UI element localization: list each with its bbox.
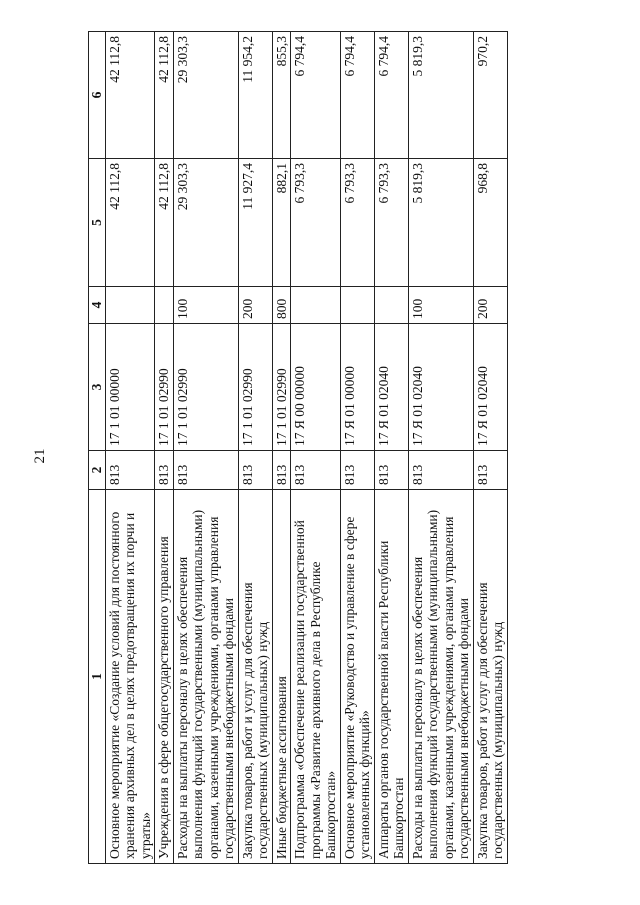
row-expense-type-cell [291,287,341,324]
row-name-cell: Подпрограмма «Обеспечение реализации государственной программы «Развитие архивного дела в Республике Башкортостан» [291,490,341,864]
row-admin-code-cell: 813 [155,451,174,490]
row-amount-1-cell: 29 303,3 [173,159,238,287]
row-expense-type-cell [374,287,408,324]
row-amount-1-cell: 6 793,3 [291,159,341,287]
row-name-cell: Закупка товаров, работ и услуг для обеспечения государственных (муниципальных) нужд [238,490,272,864]
row-target-code-cell: 17 Я 01 02040 [473,324,507,451]
table-row [272,32,291,864]
row-target-code-cell: 17 Я 00 00000 [291,324,341,451]
row-amount-1-cell: 11 927,4 [238,159,272,287]
rotated-table-container [88,32,608,864]
header-row [89,32,106,864]
row-amount-1-cell: 42 112,8 [155,159,174,287]
header-cell: 4 [89,287,106,324]
table-row [473,32,507,864]
row-amount-2-cell: 42 112,8 [105,32,155,159]
row-target-code-cell: 17 Я 01 02040 [374,324,408,451]
row-amount-1-cell: 882,1 [272,159,291,287]
table-row [173,32,238,864]
row-amount-2-cell: 970,2 [473,32,507,159]
row-target-code-cell: 17 1 01 02990 [238,324,272,451]
header-cell: 6 [89,32,106,159]
row-expense-type-cell [105,287,155,324]
row-admin-code-cell: 813 [272,451,291,490]
row-admin-code-cell: 813 [473,451,507,490]
table-row [374,32,408,864]
row-name-cell: Расходы на выплаты персоналу в целях обеспечения выполнения функций государственными (муниципальными) органами, казенными учреждениями, органами управления государственными внебюджетными фондами [173,490,238,864]
row-expense-type-cell: 200 [473,287,507,324]
row-target-code-cell: 17 Я 01 00000 [340,324,374,451]
header-cell: 5 [89,159,106,287]
row-target-code-cell: 17 Я 01 02040 [408,324,473,451]
row-amount-2-cell: 6 794,4 [374,32,408,159]
row-amount-2-cell: 29 303,3 [173,32,238,159]
row-amount-2-cell: 42 112,8 [155,32,174,159]
row-name-cell: Основное мероприятие «Руководство и управление в сфере установленных функций» [340,490,374,864]
row-expense-type-cell: 200 [238,287,272,324]
row-target-code-cell: 17 1 01 02990 [173,324,238,451]
row-admin-code-cell: 813 [340,451,374,490]
row-amount-2-cell: 855,3 [272,32,291,159]
row-name-cell: Учреждения в сфере общегосударственного управления [155,490,174,864]
row-target-code-cell: 17 1 01 02990 [155,324,174,451]
row-target-code-cell: 17 1 01 00000 [105,324,155,451]
header-cell: 2 [89,451,106,490]
row-amount-2-cell: 5 819,3 [408,32,473,159]
table-row [238,32,272,864]
row-name-cell: Иные бюджетные ассигнования [272,490,291,864]
row-admin-code-cell: 813 [173,451,238,490]
row-expense-type-cell [155,287,174,324]
row-expense-type-cell [340,287,374,324]
row-name-cell: Основное мероприятие «Создание условий для постоянного хранения архивных дел в целях предотвращения их порчи и утраты» [105,490,155,864]
row-admin-code-cell: 813 [408,451,473,490]
table-row [105,32,155,864]
budget-table [88,31,508,864]
row-admin-code-cell: 813 [105,451,155,490]
table-row [291,32,341,864]
row-amount-1-cell: 42 112,8 [105,159,155,287]
row-target-code-cell: 17 1 01 02990 [272,324,291,451]
row-admin-code-cell: 813 [291,451,341,490]
row-amount-1-cell: 5 819,3 [408,159,473,287]
row-expense-type-cell: 800 [272,287,291,324]
row-admin-code-cell: 813 [238,451,272,490]
row-amount-2-cell: 6 794,4 [340,32,374,159]
table-row [155,32,174,864]
row-amount-1-cell: 6 793,3 [374,159,408,287]
row-amount-2-cell: 6 794,4 [291,32,341,159]
row-amount-2-cell: 11 954,2 [238,32,272,159]
row-name-cell: Аппараты органов государственной власти Республики Башкортостан [374,490,408,864]
table-row [408,32,473,864]
header-cell: 3 [89,324,106,451]
row-amount-1-cell: 968,8 [473,159,507,287]
row-expense-type-cell: 100 [173,287,238,324]
row-name-cell: Расходы на выплаты персоналу в целях обеспечения выполнения функций государственными (муниципальными) органами, казенными учреждениями, органами управления государственными внебюджетными фондами [408,490,473,864]
row-name-cell: Закупка товаров, работ и услуг для обеспечения государственных (муниципальных) нужд [473,490,507,864]
row-expense-type-cell: 100 [408,287,473,324]
header-cell: 1 [89,490,106,864]
row-admin-code-cell: 813 [374,451,408,490]
table-row [340,32,374,864]
page-number: 21 [32,448,48,464]
row-amount-1-cell: 6 793,3 [340,159,374,287]
